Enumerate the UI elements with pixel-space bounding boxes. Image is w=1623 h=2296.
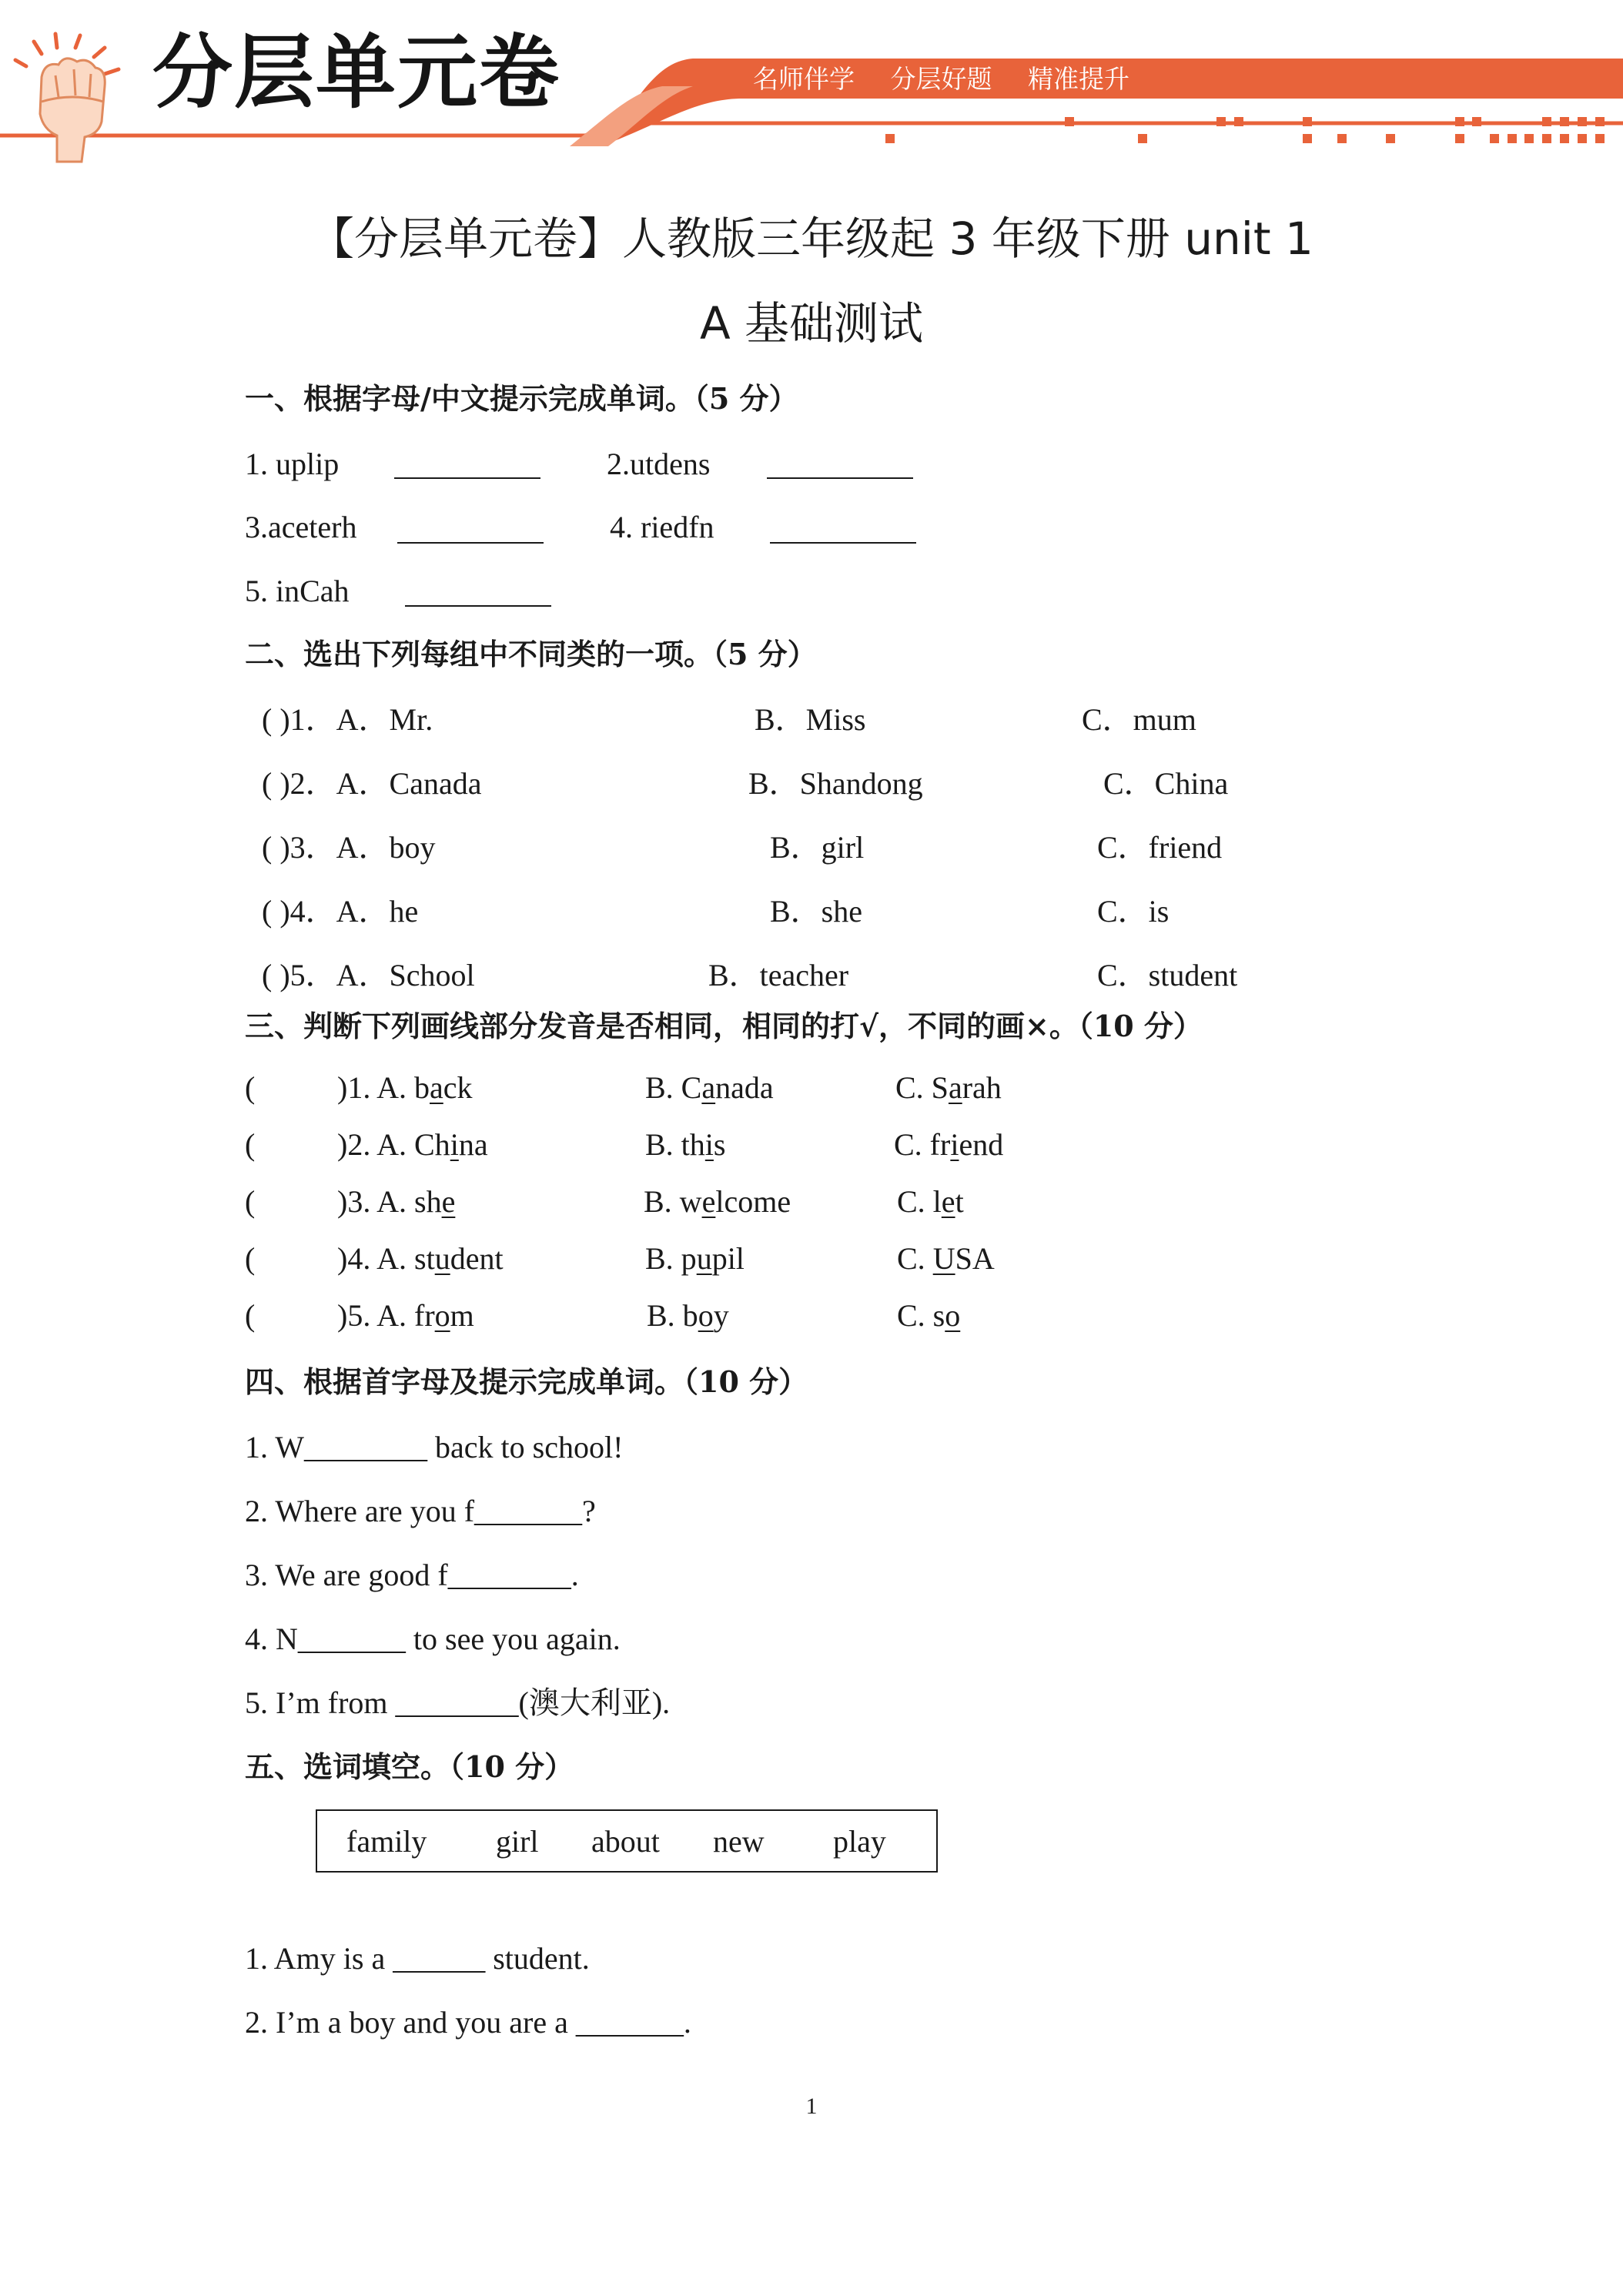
s2-row-2-b: B．Shandong (748, 766, 923, 801)
s1-item-2: 2.utdens (607, 447, 711, 481)
s1-answer-blank-2[interactable] (767, 477, 913, 479)
s3-row-1-c: C. Sarah (895, 1070, 1002, 1105)
s1-item-4: 4. riedfn (610, 510, 714, 544)
s2-row-3-c: C．friend (1097, 830, 1223, 865)
s2-row-3-b: B．girl (770, 830, 865, 865)
s4-item-1: 1. W________ back to school! (245, 1430, 624, 1464)
s4-item-3: 3. We are good f________. (245, 1558, 579, 1592)
s3-row-5-b: B. boy (647, 1298, 729, 1333)
s3-row-4-c: C. USA (897, 1241, 995, 1276)
section-4-heading: 四、根据首字母及提示完成单词。（10 分） (245, 1364, 808, 1399)
s3-row-4-a: )4. A. student (337, 1241, 504, 1276)
s2-row-1-b: B．Miss (755, 702, 866, 737)
s1-answer-blank-1[interactable] (394, 477, 540, 479)
s3-row-4-b: B. pupil (645, 1241, 745, 1276)
s3-row-3-a: )3. A. she (337, 1184, 456, 1219)
brand-title: 分层单元卷 (152, 25, 561, 119)
s3-row-5-a: )5. A. from (337, 1298, 474, 1333)
s1-item-3: 3.aceterh (245, 510, 357, 544)
s1-item-5: 5. inCah (245, 574, 350, 608)
page-number: 1 (805, 2094, 818, 2119)
slogan-bar (753, 60, 1157, 99)
s5-item-2: 2. I’m a boy and you are a _______. (245, 2005, 691, 2040)
word-bank-word-3: about (591, 1824, 660, 1859)
s2-row-3-a: ( )3．A．boy (262, 830, 436, 865)
s4-item-2: 2. Where are you f_______? (245, 1494, 596, 1528)
word-bank-box (316, 1809, 938, 1873)
document-subtitle: A 基础测试 (699, 297, 924, 350)
document-title: 【分层单元卷】人教版三年级起 3 年级下册 unit 1 (310, 213, 1313, 265)
s3-row-2-paren: ( (245, 1127, 256, 1162)
slogan-1: 名师伴学 (753, 64, 855, 94)
s1-answer-blank-3[interactable] (397, 542, 544, 544)
s3-row-1-b: B. Canada (645, 1070, 774, 1105)
word-bank-word-2: girl (496, 1824, 539, 1859)
s5-item-1: 1. Amy is a ______ student. (245, 1941, 590, 1976)
s3-row-2-b: B. this (645, 1127, 726, 1162)
word-bank-word-5: play (833, 1824, 886, 1859)
header-banner (0, 0, 1623, 177)
slogan-3: 精准提升 (1028, 64, 1129, 94)
s4-item-5: 5. I’m from ________(澳大利亚). (245, 1685, 671, 1720)
s2-row-2-c: C．China (1103, 766, 1229, 801)
word-bank-word-1: family (346, 1824, 427, 1859)
s2-row-5-b: B．teacher (708, 958, 849, 992)
s2-row-1-a: ( )1．A．Mr. (262, 702, 433, 737)
s3-row-3-paren: ( (245, 1184, 256, 1219)
s2-row-4-c: C．is (1097, 894, 1170, 929)
s2-row-4-a: ( )4．A．he (262, 894, 419, 929)
s3-row-1-paren: ( (245, 1070, 256, 1105)
s3-row-4-paren: ( (245, 1241, 256, 1276)
s3-row-1-a: )1. A. back (337, 1070, 473, 1105)
s1-answer-blank-4[interactable] (770, 542, 916, 544)
section-2-heading: 二、选出下列每组中不同类的一项。（5 分） (245, 637, 817, 671)
s2-row-1-c: C．mum (1082, 702, 1196, 737)
word-bank-word-4: new (713, 1824, 765, 1859)
s3-row-5-c: C. so (897, 1298, 961, 1333)
section-3-heading: 三、判断下列画线部分发音是否相同，相同的打√，不同的画×。（10 分） (245, 1009, 1203, 1043)
section-1-heading: 一、根据字母/中文提示完成单词。（5 分） (245, 381, 798, 416)
s3-row-5-paren: ( (245, 1298, 256, 1333)
s3-row-3-b: B. welcome (644, 1184, 791, 1219)
s1-answer-blank-5[interactable] (405, 605, 551, 607)
s2-row-5-c: C．student (1097, 958, 1238, 992)
fist-logo-icon (11, 31, 134, 169)
s3-row-2-a: )2. A. China (337, 1127, 488, 1162)
s2-row-2-a: ( )2．A．Canada (262, 766, 482, 801)
s2-row-5-a: ( )5．A．School (262, 958, 475, 992)
section-5-heading: 五、选词填空。（10 分） (245, 1749, 574, 1784)
s1-item-1: 1. uplip (245, 447, 340, 481)
s2-row-4-b: B．she (770, 894, 862, 929)
s3-row-2-c: C. friend (894, 1127, 1004, 1162)
s4-item-4: 4. N_______ to see you again. (245, 1622, 621, 1656)
slogan-2: 分层好题 (890, 64, 992, 94)
s3-row-3-c: C. let (897, 1184, 964, 1219)
